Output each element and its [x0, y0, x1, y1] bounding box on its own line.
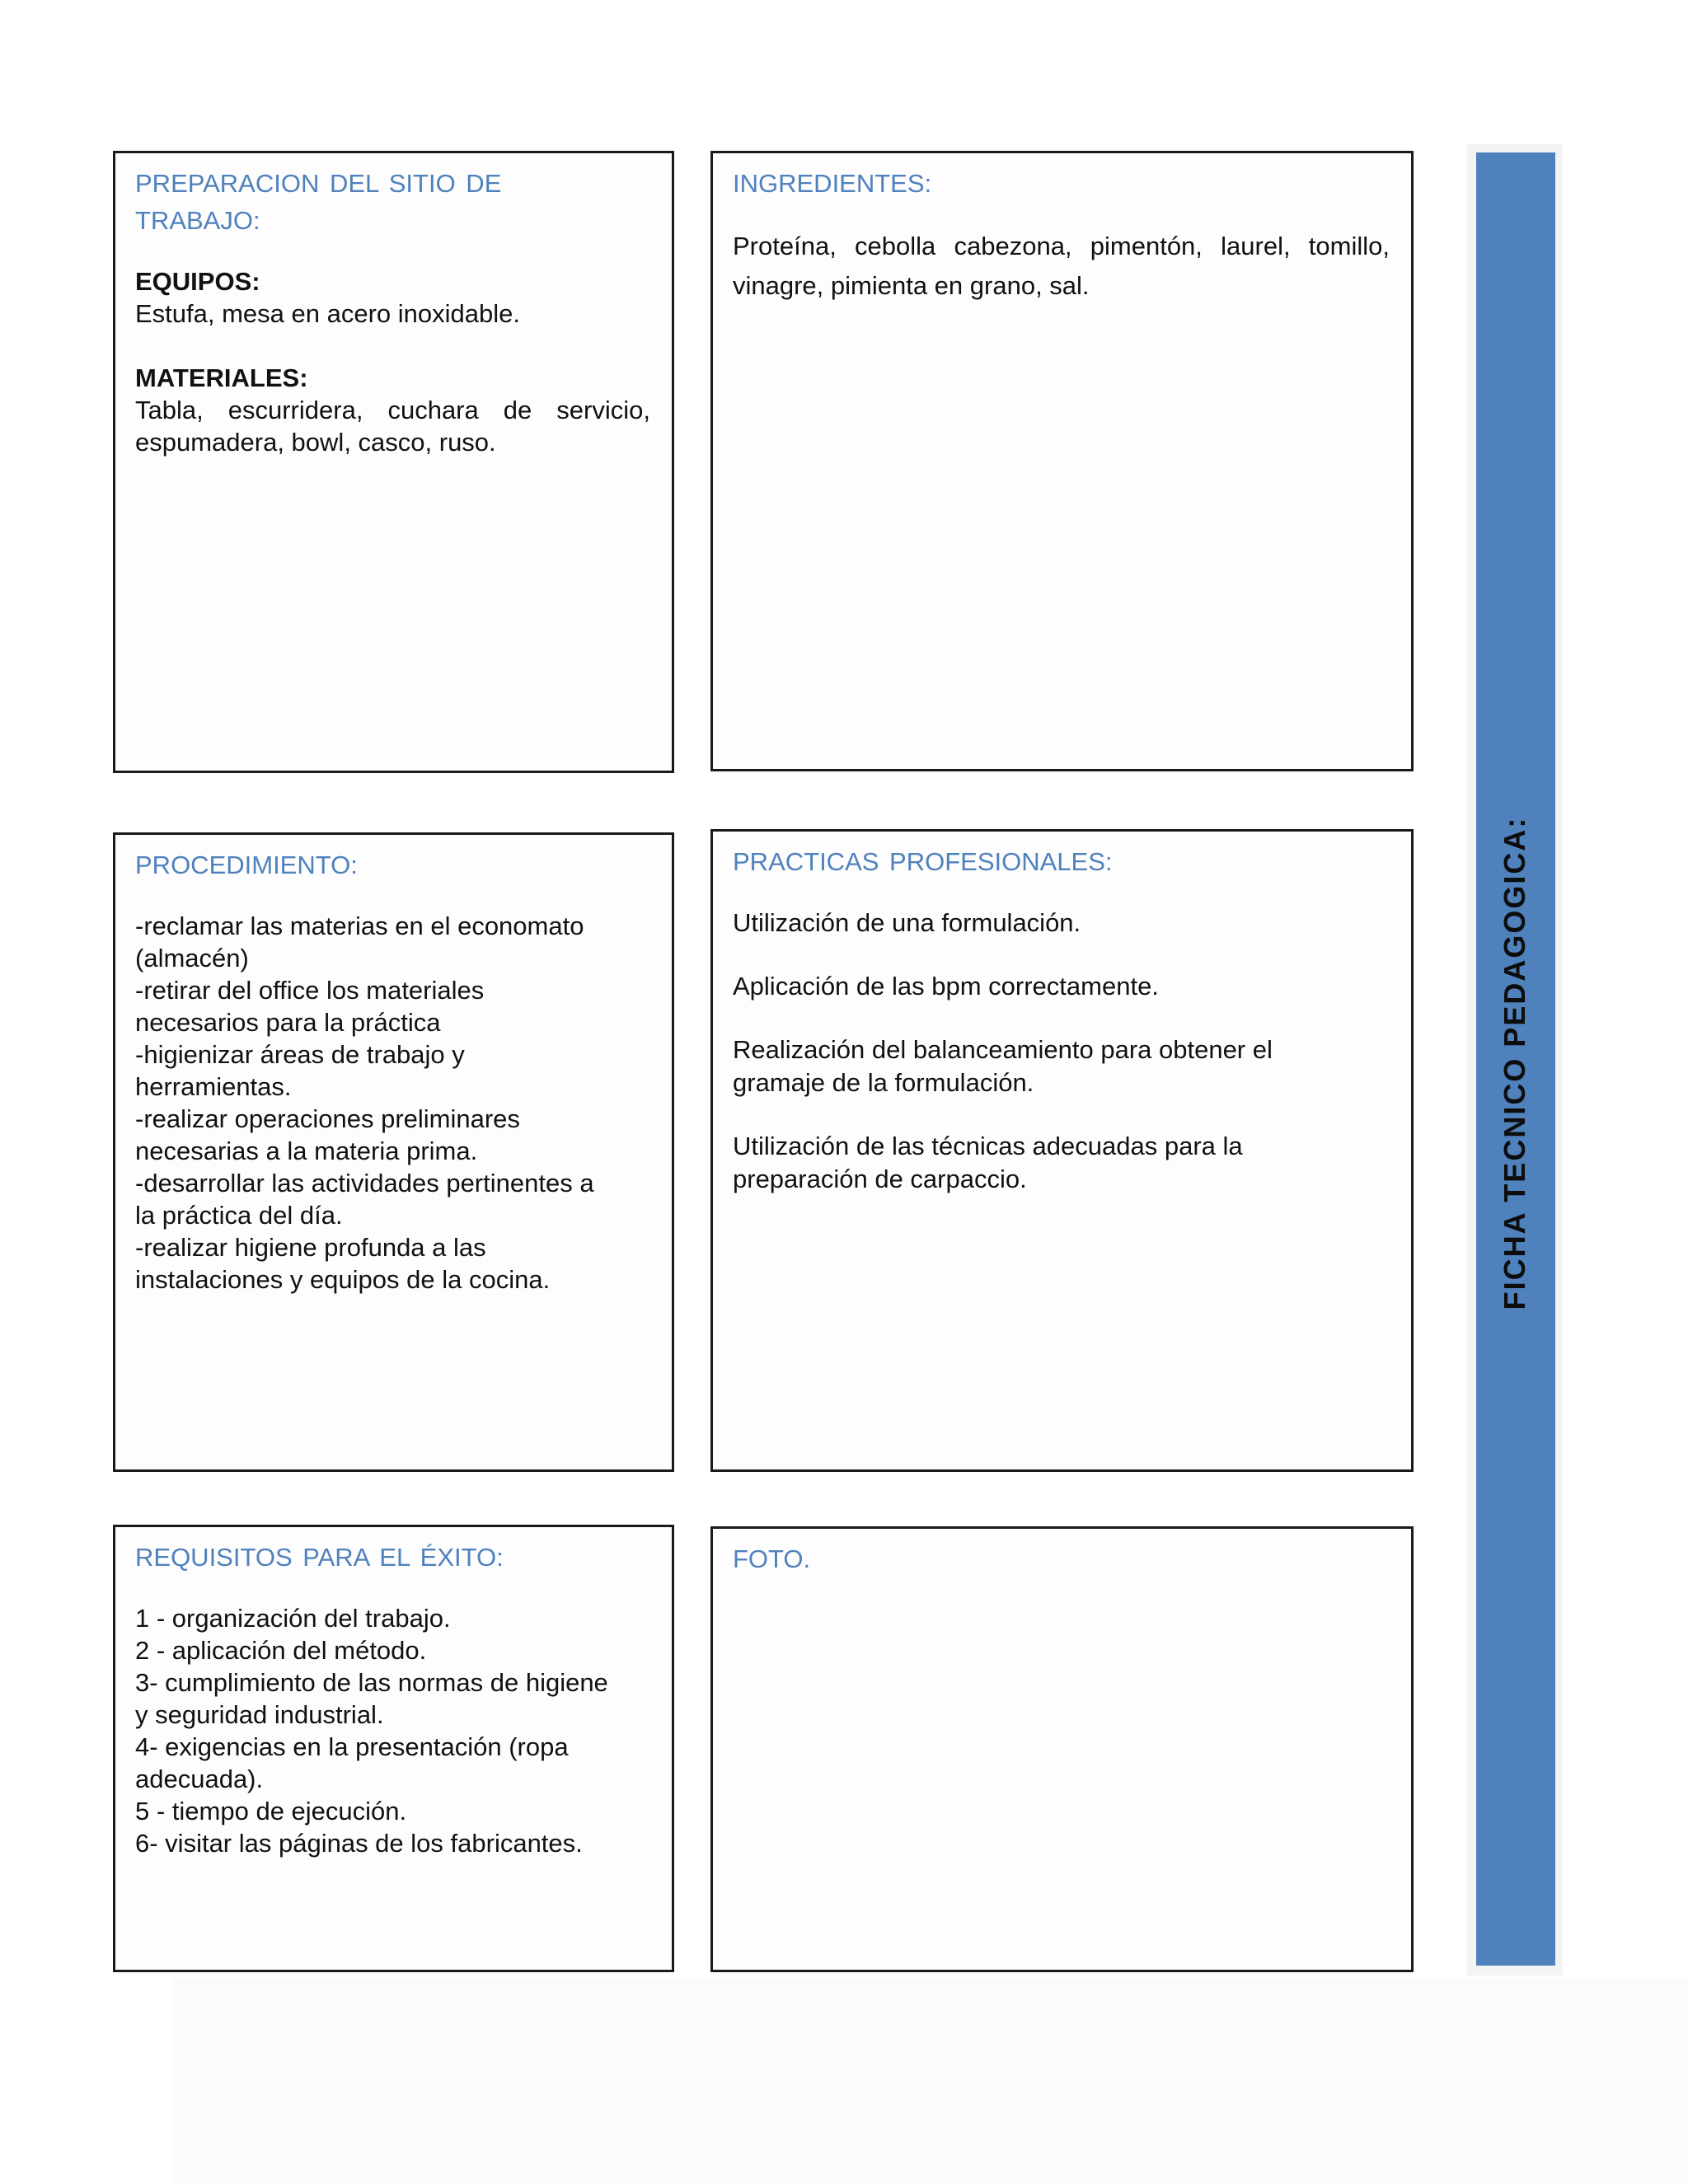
- requisitos-line: 4- exigencias en la presentación (ropa: [135, 1732, 569, 1761]
- practicas-heading: PRACTICAS PROFESIONALES:: [733, 847, 1113, 876]
- procedimiento-line: -higienizar áreas de trabajo y: [135, 1040, 465, 1069]
- procedimiento-line: la práctica del día.: [135, 1201, 343, 1230]
- requisitos-list: [135, 1602, 650, 1859]
- requisitos-line: 5 - tiempo de ejecución.: [135, 1797, 407, 1825]
- procedimiento-list: [135, 910, 650, 1296]
- procedimiento-line: instalaciones y equipos de la cocina.: [135, 1265, 551, 1294]
- procedimiento-line: necesarios para la práctica: [135, 1008, 441, 1037]
- ingredientes-heading: INGREDIENTES:: [733, 169, 932, 198]
- foto-box: [710, 1526, 1414, 1972]
- procedimiento-line: -realizar operaciones preliminares: [135, 1104, 520, 1133]
- procedimiento-heading: PROCEDIMIENTO:: [135, 851, 358, 879]
- equipos-label: EQUIPOS:: [135, 267, 260, 296]
- requisitos-line: 2 - aplicación del método.: [135, 1636, 427, 1665]
- materiales-label: MATERIALES:: [135, 363, 308, 392]
- procedimiento-line: -realizar higiene profunda a las: [135, 1233, 486, 1262]
- practicas-item: Utilización de las técnicas adecuadas para la preparación de carpaccio.: [733, 1132, 1243, 1193]
- page-bottom-shade: [173, 1978, 1688, 2184]
- foto-heading: FOTO.: [733, 1544, 811, 1573]
- requisitos-line: 3- cumplimiento de las normas de higiene: [135, 1668, 608, 1697]
- procedimiento-line: herramientas.: [135, 1072, 292, 1101]
- procedimiento-box: [113, 832, 674, 1472]
- procedimiento-line: necesarias a la materia prima.: [135, 1137, 478, 1165]
- practicas-item: Utilización de una formulación.: [733, 908, 1081, 937]
- requisitos-box: [113, 1525, 674, 1972]
- practicas-box: [710, 829, 1414, 1472]
- practicas-item: Aplicación de las bpm correctamente.: [733, 972, 1159, 1001]
- sidebar-title: FICHA TECNICO PEDAGOGICA:: [1498, 816, 1531, 1310]
- requisitos-line: y seguridad industrial.: [135, 1700, 384, 1729]
- preparacion-heading: PREPARACION DEL SITIO DE TRABAJO:: [135, 169, 502, 235]
- requisitos-line: adecuada).: [135, 1765, 264, 1793]
- procedimiento-line: -retirar del office los materiales: [135, 976, 485, 1005]
- ingredientes-box: [710, 151, 1414, 771]
- practicas-list: [733, 907, 1326, 1196]
- materiales-text: Tabla, escurridera, cuchara de servicio, espumadera, bowl, casco, ruso.: [135, 396, 650, 457]
- requisitos-line: 6- visitar las páginas de los fabricantes.: [135, 1829, 583, 1858]
- equipos-text: Estufa, mesa en acero inoxidable.: [135, 299, 520, 328]
- requisitos-heading: REQUISITOS PARA EL ÉXITO:: [135, 1543, 504, 1572]
- practicas-item: Realización del balanceamiento para obtener el gramaje de la formulación.: [733, 1035, 1273, 1097]
- ingredientes-text: Proteína, cebolla cabezona, pimentón, laurel, tomillo, vinagre, pimienta en grano, sal.: [733, 232, 1390, 300]
- procedimiento-line: -desarrollar las actividades pertinentes a: [135, 1169, 594, 1197]
- procedimiento-line: -reclamar las materias en el economato: [135, 912, 584, 940]
- procedimiento-line: (almacén): [135, 944, 249, 972]
- preparacion-box: [113, 151, 674, 773]
- requisitos-line: 1 - organización del trabajo.: [135, 1604, 451, 1633]
